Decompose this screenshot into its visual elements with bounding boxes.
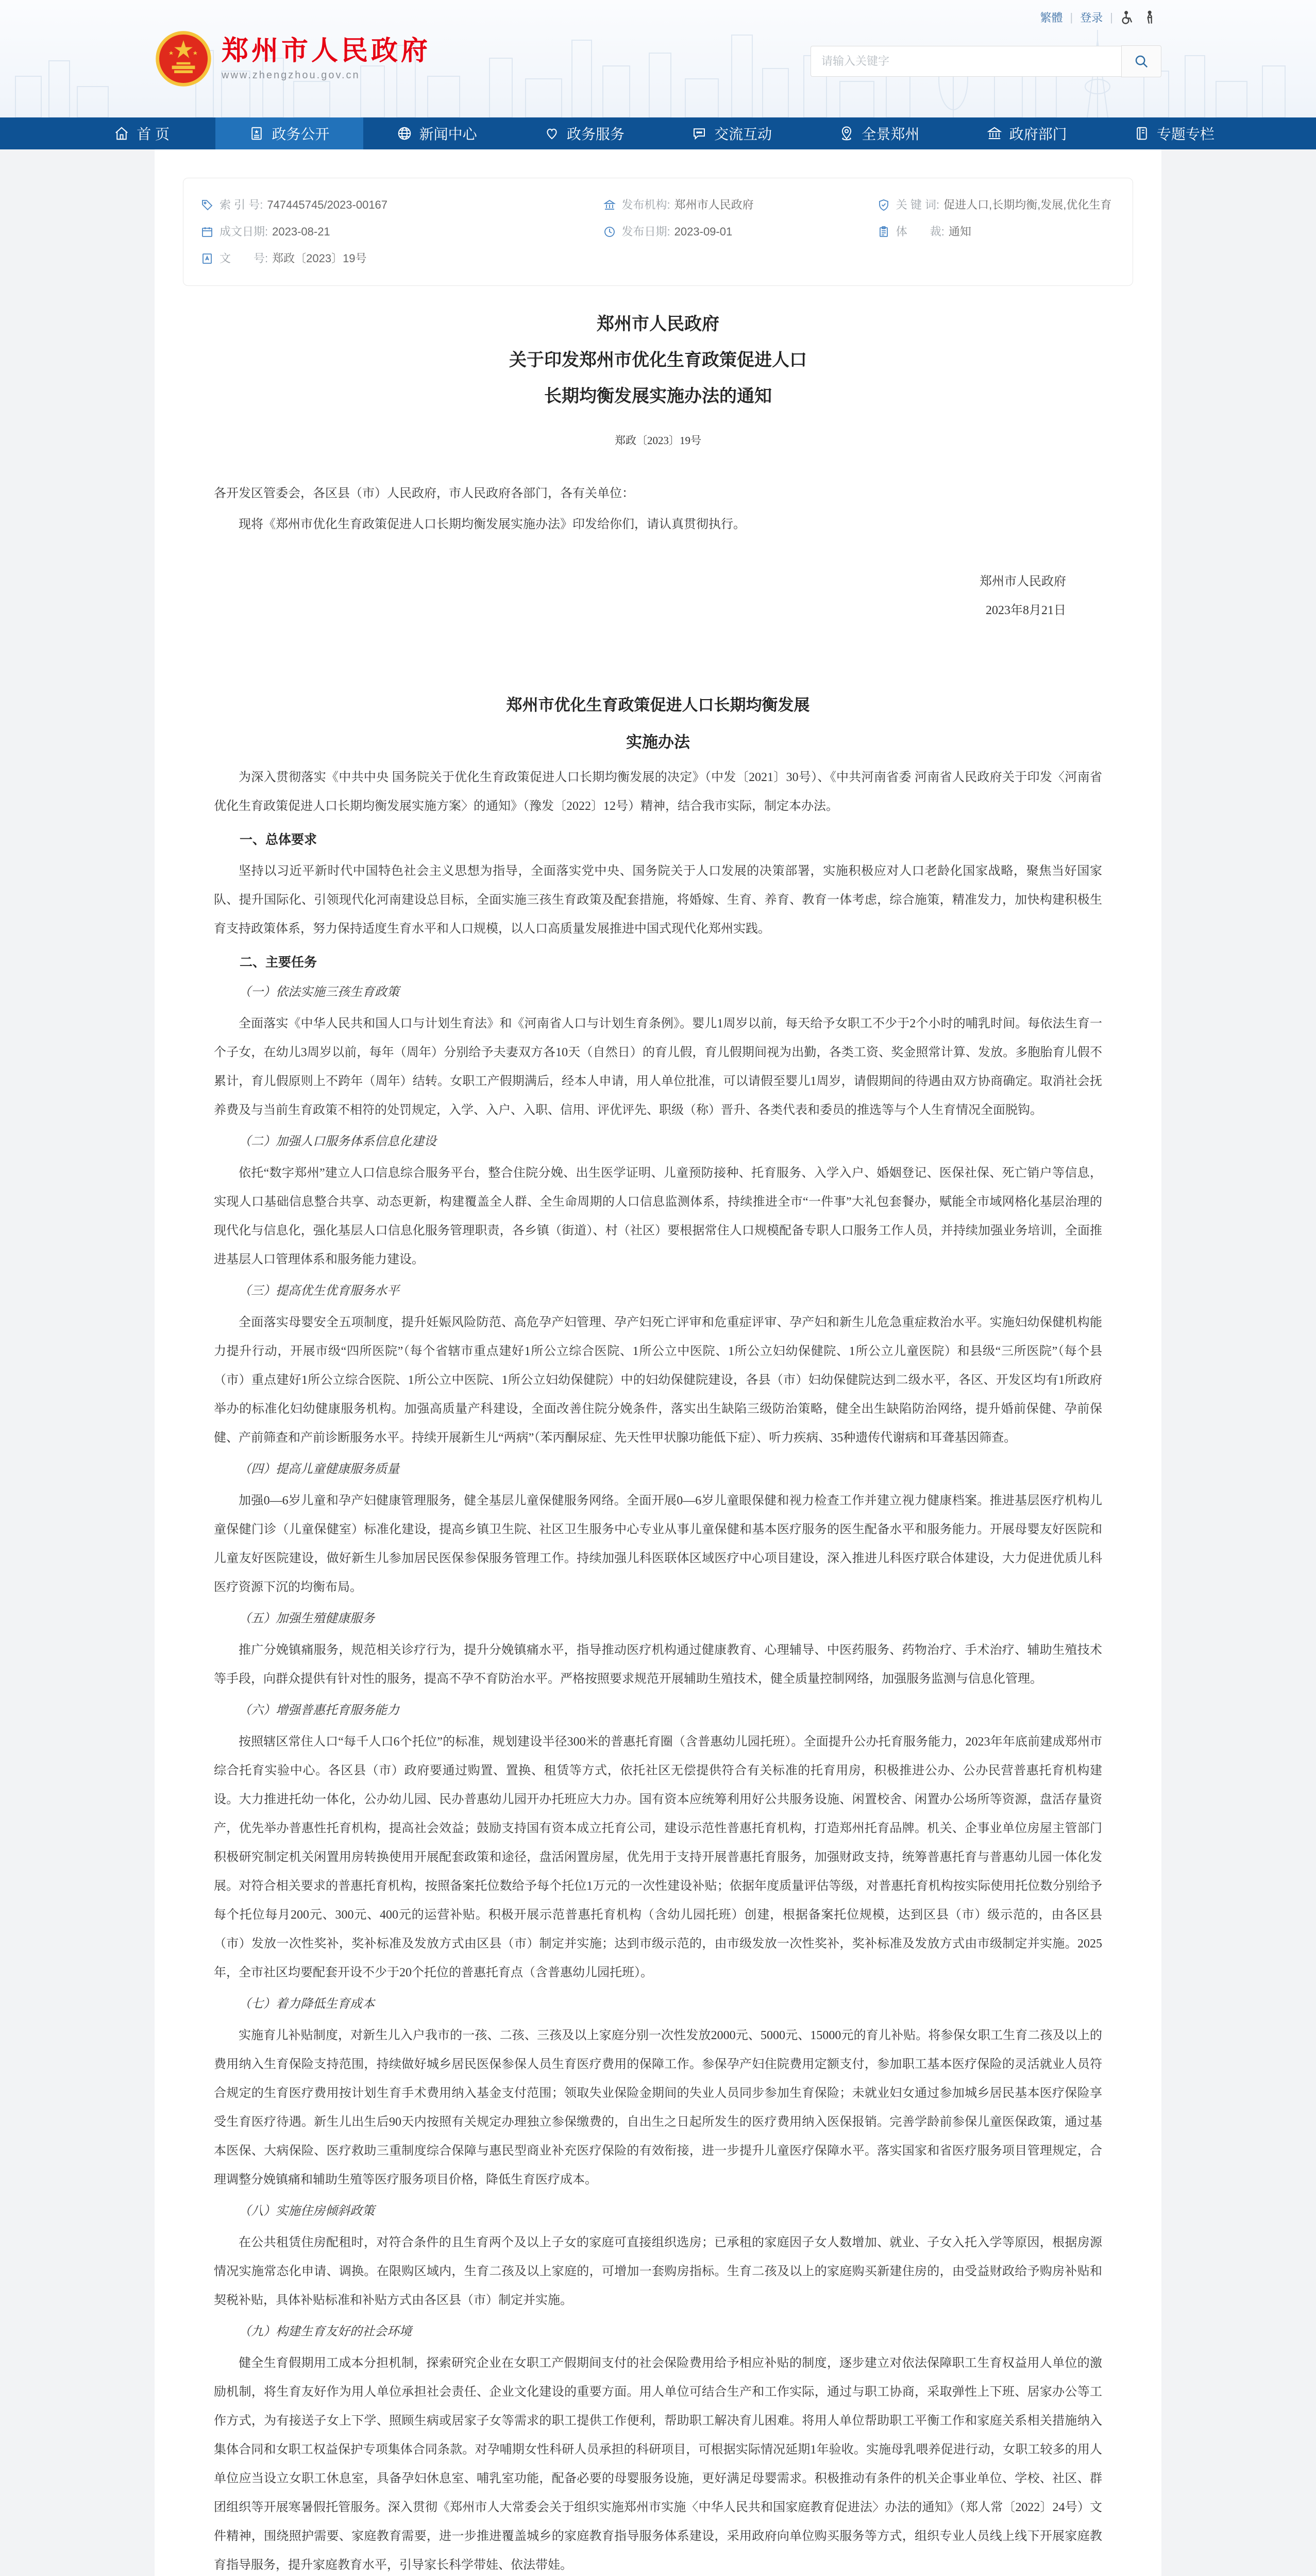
elderly-accessibility-icon[interactable]	[1142, 10, 1156, 25]
meta-value: 郑政〔2023〕19号	[272, 252, 367, 265]
meta-document-number	[201, 245, 603, 272]
doc-subsection-heading: （六）增强普惠托育服务能力	[239, 1704, 399, 1717]
doc-salutation: 各开发区管委会，各区县（市）人民政府，市人民政府各部门，各有关单位：	[214, 487, 634, 500]
doc-subsection-heading: （四）提高儿童健康服务质量	[239, 1463, 399, 1476]
doc-title-line: 郑州市人民政府	[597, 315, 719, 334]
search-input[interactable]	[811, 46, 1121, 77]
meta-label: 文 号:	[220, 252, 268, 265]
meta-written-date	[201, 218, 603, 245]
meta-label: 成文日期:	[220, 225, 268, 238]
doc-subsection-heading: （七）着力降低生育成本	[239, 1997, 375, 2011]
national-emblem-logo	[155, 30, 212, 88]
main-navigation	[0, 117, 1316, 149]
meta-issuing-agency	[603, 192, 878, 218]
doc-paragraph: 依托“数字郑州”建立人口信息综合服务平台，整合住院分娩、出生医学证明、儿童预防接种、托育服务、入学入户、婚姻登记、医保社保、死亡销户等信息，实现人口基础信息整合共享、动态更新，构建覆盖全人群、全生命周期的人口信息监测体系，持续推进全市“一件事”大礼包套餐办，赋能全市域网格化基层治理的现代化与信息化，强化基层人口信息化服务管理职责，各乡镇（街道）、村（社区）要根据常住人口规模配备专职人口服务工作人员，并持续加强业务培训，全面推进基层人口管理体系和服务能力建设。	[214, 1166, 1102, 1266]
divider: |	[1110, 10, 1113, 24]
doc-paragraph: 现将《郑州市优化生育政策促进人口长期均衡发展实施办法》印发给你们，请认真贯彻执行。	[239, 518, 746, 531]
file-number-icon	[201, 252, 213, 265]
bank-icon	[603, 199, 616, 211]
doc-paragraph: 在公共租赁住房配租时，对符合条件的且生育两个及以上子女的家庭可直接组织选房；已承租的家庭因子女人数增加、就业、子女入托入学等原因，根据房源情况实施常态化申请、调换。在限购区域内，生育二孩及以上家庭的，可增加一套购房指标。生育二孩及以上的家庭购买新建住房的，由受益财政给予购房补贴和契税补贴，具体补贴标准和补贴方式由各区县（市）制定并实施。	[214, 2236, 1102, 2307]
traditional-chinese-link[interactable]: 繁體	[1040, 11, 1063, 24]
meta-value: 促进人口,长期均衡,发展,优化生育	[943, 198, 1112, 211]
nav-label: 全景郑州	[862, 126, 920, 142]
site-brand[interactable]	[155, 30, 431, 88]
doc-paragraph: 为深入贯彻落实《中共中央 国务院关于优化生育政策促进人口长期均衡发展的决定》（中发〔2021〕30号）、《中共河南省委 河南省人民政府关于印发〈河南省优化生育政策促进人口长期均衡发展实施方案〉的通知》（豫发〔2022〕12号）精神，结合我市实际，制定本办法。	[214, 771, 1102, 813]
meta-label: 索 引 号:	[220, 198, 263, 211]
shield-check-icon	[878, 199, 890, 211]
document-body	[183, 286, 1133, 2576]
nav-label: 政务服务	[566, 126, 625, 142]
doc-title-line: 关于印发郑州市优化生育政策促进人口	[509, 351, 807, 370]
doc-subsection-heading: （九）构建生育友好的社会环境	[239, 2325, 412, 2338]
doc-number: 郑政〔2023〕19号	[615, 434, 701, 447]
location-pin-icon	[839, 126, 854, 141]
doc-title-line: 长期均衡发展实施办法的通知	[544, 387, 772, 406]
meta-value: 郑州市人民政府	[674, 198, 754, 211]
doc-subsection-heading: （二）加强人口服务体系信息化建设	[239, 1135, 436, 1148]
nav-item-services[interactable]	[511, 117, 658, 149]
doc-section-heading: 二、主要任务	[240, 955, 317, 970]
login-link[interactable]: 登录	[1080, 11, 1103, 24]
document-meta-panel	[183, 178, 1133, 286]
meta-label: 体 裁:	[896, 225, 944, 238]
heart-icon	[544, 126, 560, 141]
home-icon	[114, 126, 129, 141]
nav-label: 专题专栏	[1156, 126, 1214, 142]
wheelchair-accessibility-icon[interactable]	[1120, 10, 1135, 25]
clipboard-icon	[878, 226, 890, 238]
doc-section-heading: 一、总体要求	[240, 833, 317, 847]
nav-item-special-topics[interactable]	[1101, 117, 1248, 149]
meta-value: 通知	[948, 225, 971, 238]
site-name: 郑州市人民政府	[222, 36, 431, 66]
doc-subsection-heading: （八）实施住房倾斜政策	[239, 2205, 375, 2218]
meta-label: 发布日期:	[621, 225, 670, 238]
document-icon	[249, 126, 264, 141]
doc-paragraph: 加强0—6岁儿童和孕产妇健康管理服务，健全基层儿童保健服务网络。全面开展0—6岁儿童眼保健和视力检查工作并建立视力健康档案。推进基层医疗机构儿童保健门诊（儿童保健室）标准化建设，提高乡镇卫生院、社区卫生服务中心专业从事儿童保健和基本医疗服务的医生配备水平和服务能力。开展母婴友好医院和儿童友好医院建设，做好新生儿参加居民医保参保服务管理工作。持续加强儿科医联体区域医疗中心项目建设，深入推进儿科医疗联合体建设，大力促进优质儿科医疗资源下沉的均衡布局。	[214, 1494, 1102, 1594]
doc-paragraph: 坚持以习近平新时代中国特色社会主义思想为指导，全面落实党中央、国务院关于人口发展的决策部署，实施积极应对人口老龄化国家战略，聚焦当好国家队、提升国际化、引领现代化河南建设总目标，全面实施三孩生育政策及配套措施，将婚嫁、生育、养育、教育一体考虑，综合施策，精准发力，加快构建积极生育支持政策体系，努力保持适度生育水平和人口规模，以人口高质量发展推进中国式现代化郑州实践。	[214, 865, 1102, 936]
nav-label: 新闻中心	[419, 126, 477, 142]
meta-label: 发布机构:	[621, 198, 670, 211]
government-building-icon	[987, 126, 1002, 141]
nav-label: 政府部门	[1009, 126, 1067, 142]
meta-genre	[878, 218, 1115, 245]
nav-label: 政务公开	[272, 126, 330, 142]
search-button[interactable]	[1121, 45, 1161, 77]
meta-value: 747445745/2023-00167	[267, 198, 388, 211]
doc-paragraph: 全面落实《中华人民共和国人口与计划生育法》和《河南省人口与计划生育条例》。婴儿1周岁以前，每天给予女职工不少于2个小时的哺乳时间。每依法生育一个子女，在幼儿3周岁以前，每年（周年）分别给予夫妻双方各10天（自然日）的育儿假，育儿假期间视为出勤，各类工资、奖金照常计算、发放。多胞胎育儿假不累计，育儿假原则上不跨年（周年）结转。女职工产假期满后，经本人申请，用人单位批准，可以请假至婴儿1周岁，请假期间的待遇由双方协商确定。取消社会抚养费及与当前生育政策不相符的处罚规定，入学、入户、入职、信用、评优评先、职级（称）晋升、各类代表和委员的推选等与个人生育情况全面脱钩。	[214, 1017, 1102, 1117]
chat-bubble-icon	[691, 126, 707, 141]
meta-value: 2023-08-21	[272, 225, 330, 238]
nav-item-interaction[interactable]	[658, 117, 805, 149]
nav-item-news[interactable]	[363, 117, 511, 149]
doc-subtitle-line: 郑州市优化生育政策促进人口长期均衡发展	[506, 696, 810, 714]
doc-subtitle-line: 实施办法	[626, 733, 690, 751]
tag-icon	[201, 199, 213, 211]
site-header	[0, 0, 1316, 117]
doc-paragraph: 实施育儿补贴制度，对新生儿入户我市的一孩、二孩、三孩及以上家庭分别一次性发放2000元、5000元、15000元的育儿补贴。将参保女职工生育二孩及以上的费用纳入生育保险支持范围，持续做好城乡居民医保参保人员生育医疗费用的保障工作。参保孕产妇住院费用定额支付，参加职工基本医疗保险的灵活就业人员符合规定的生育医疗费用按计划生育手术费用纳入基金支付范围；领取失业保险金期间的失业人员同步参加生育保险；未就业妇女通过参加城乡居民基本医疗保险享受生育医疗待遇。新生儿出生后90天内按照有关规定办理独立参保缴费的，自出生之日起所发生的医疗费用纳入医保报销。完善学龄前参保儿童医保政策，通过基本医保、大病保险、医疗救助三重制度综合保障与惠民型商业补充医疗保险的有效衔接，进一步提升儿童医疗保障水平。落实国家和省医疗服务项目管理规定，合理调整分娩镇痛和辅助生殖等医疗服务项目价格，降低生育医疗成本。	[214, 2029, 1102, 2187]
calendar-icon	[201, 226, 213, 238]
site-search	[811, 45, 1161, 77]
nav-item-panorama[interactable]	[805, 117, 953, 149]
doc-subsection-heading: （五）加强生殖健康服务	[239, 1612, 375, 1625]
doc-subsection-heading: （一）依法实施三孩生育政策	[239, 986, 399, 999]
doc-signature-line: 郑州市人民政府	[980, 575, 1066, 588]
doc-signature-line: 2023年8月21日	[986, 604, 1066, 617]
nav-label: 首 页	[137, 126, 170, 142]
clock-icon	[603, 226, 616, 238]
meta-keywords	[878, 192, 1115, 218]
doc-paragraph: 推广分娩镇痛服务，规范相关诊疗行为，提升分娩镇痛水平，指导推动医疗机构通过健康教育、心理辅导、中医药服务、药物治疗、手术治疗、辅助生殖技术等手段，向群众提供有针对性的服务，提高不孕不育防治水平。严格按照要求规范开展辅助生殖技术，健全质量控制网络，加强服务监测与信息化管理。	[214, 1643, 1102, 1686]
meta-index-number	[201, 192, 603, 218]
meta-value: 2023-09-01	[674, 225, 733, 238]
nav-item-home[interactable]	[68, 117, 215, 149]
doc-paragraph: 全面落实母婴安全五项制度，提升妊娠风险防范、高危孕产妇管理、孕产妇死亡评审和危重症评审、孕产妇和新生儿危急重症救治水平。实施妇幼保健机构能力提升行动，开展市级“四所医院”（每个省辖市重点建好1所公立综合医院、1所公立中医院、1所公立妇幼保健院、1所公立儿童医院）和县级“三所医院”（每个县（市）重点建好1所公立综合医院、1所公立中医院、1所公立妇幼保健院）中的妇幼保健院建设，各县（市）妇幼保健院达到二级水平，各区、开发区均有1所政府举办的标准化妇幼健康服务机构。加强高质量产科建设，全面改善住院分娩条件，落实出生缺陷三级防治策略，健全出生缺陷防治网络，提升婚前保健、孕前保健、产前筛查和产前诊断服务水平。持续开展新生儿“两病”（苯丙酮尿症、先天性甲状腺功能低下症）、听力疾病、35种遗传代谢病和耳聋基因筛查。	[214, 1316, 1102, 1445]
site-url: www.zhengzhou.gov.cn	[222, 69, 360, 81]
content-card	[155, 149, 1161, 2576]
utility-bar	[1040, 9, 1156, 25]
doc-subsection-heading: （三）提高优生优育服务水平	[239, 1284, 399, 1298]
globe-icon	[397, 126, 412, 141]
meta-label: 关 键 词:	[896, 198, 940, 211]
meta-publish-date	[603, 218, 878, 245]
search-icon	[1134, 54, 1149, 69]
divider: |	[1070, 10, 1073, 24]
doc-paragraph: 健全生育假期用工成本分担机制，探索研究企业在女职工产假期间支付的社会保险费用给予相应补贴的制度，逐步建立对依法保障职工生育权益用人单位的激励机制，将生育友好作为用人单位承担社会责任、企业文化建设的重要方面。用人单位可结合生产和工作实际，通过与职工协商，采取弹性上下班、居家办公等工作方式，为有接送子女上下学、照顾生病或居家子女等需求的职工提供工作便利，帮助职工解决育儿困难。将用人单位帮助职工平衡工作和家庭关系相关措施纳入集体合同和女职工权益保护专项集体合同条款。对孕哺期女性科研人员承担的科研项目，可根据实际情况延期1年验收。实施母乳喂养促进行动，女职工较多的用人单位应当设立女职工休息室，具备孕妇休息室、哺乳室功能，配备必要的母婴服务设施，更好满足母婴需求。积极推动有条件的机关企事业单位、学校、社区、群团组织等开展寒暑假托管服务。深入贯彻《郑州市人大常委会关于组织实施郑州市实施〈中华人民共和国家庭教育促进法〉办法的通知》（郑人常〔2022〕24号）文件精神，围绕照护需要、家庭教育需要，进一步推进覆盖城乡的家庭教育指导服务体系建设，采用政府向单位购买服务等方式，组织专业人员线上线下开展家庭教育指导服务，提升家庭教育水平，引导家长科学带娃、依法带娃。	[214, 2357, 1102, 2572]
doc-paragraph: 按照辖区常住人口“每千人口6个托位”的标准，规划建设半径300米的普惠托育圈（含普惠幼儿园托班）。全面提升公办托育服务能力，2023年年底前建成郑州市综合托育实验中心。各区县（市）政府要通过购置、置换、租赁等方式，依托社区无偿提供符合有关标准的托育用房，积极推进公办、公办民营普惠托育机构建设。大力推进托幼一体化，公办幼儿园、民办普惠幼儿园开办托班应大力办。国有资本应统筹利用好公共服务设施、闲置校舍、闲置办公场所等资源，盘活存量资产，优先举办普惠性托育机构，提高社会效益；鼓励支持国有资本成立托育公司，建设示范性普惠托育机构，打造郑州托育品牌。机关、企事业单位房屋主管部门积极研究制定机关闲置用房转换使用开展配套政策和途径，盘活闲置房屋，优先用于支持开展普惠托育服务，加强财政支持，统筹普惠托育与普惠幼儿园一体化发展。对符合相关要求的普惠托育机构，按照备案托位数给予每个托位1万元的一次性建设补贴；依据年度质量评估等级，对普惠托育机构按实际使用托位数分别给予每个托位每月200元、300元、400元的运营补贴。积极开展示范普惠托育机构（含幼儿园托班）创建，根据备案托位规模，达到区县（市）级示范的，由各区县（市）发放一次性奖补，奖补标准及发放方式由区县（市）制定并实施；达到市级示范的，由市级发放一次性奖补，奖补标准及发放方式由市级制定并实施。2025年，全市社区均要配套开设不少于20个托位的普惠托育点（含普惠幼儿园托班）。	[214, 1735, 1102, 1979]
nav-item-departments[interactable]	[953, 117, 1101, 149]
book-icon	[1134, 126, 1150, 141]
nav-item-gov-info[interactable]	[215, 117, 363, 149]
nav-label: 交流互动	[714, 126, 772, 142]
